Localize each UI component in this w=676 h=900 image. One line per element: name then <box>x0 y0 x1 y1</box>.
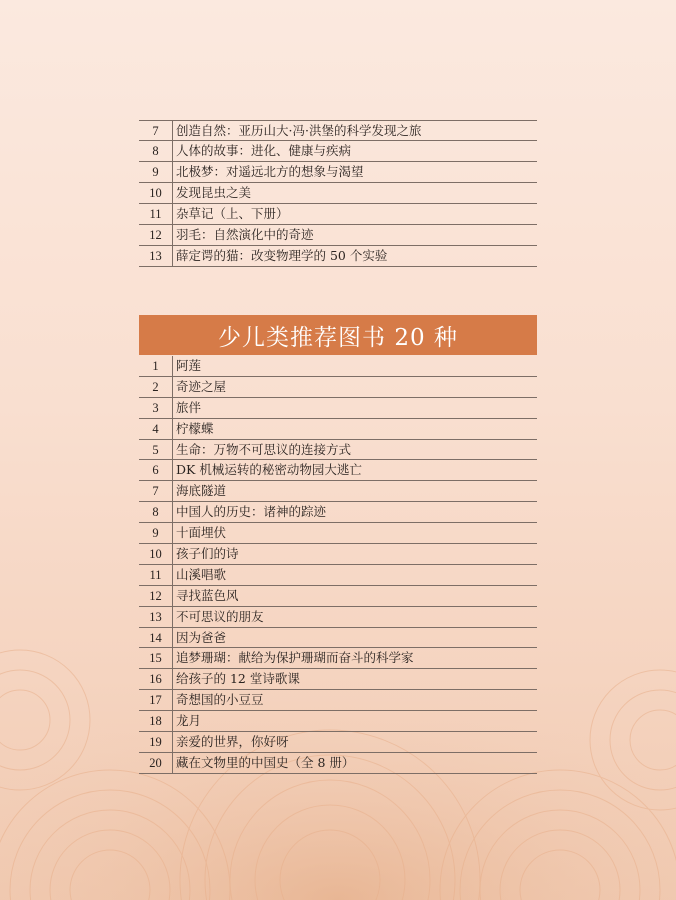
table-row <box>139 523 537 544</box>
row-number: 4 <box>139 419 173 439</box>
row-number: 2 <box>139 377 173 397</box>
table-row <box>139 502 537 523</box>
row-number: 14 <box>139 628 173 648</box>
table-row <box>139 648 537 669</box>
row-number: 10 <box>139 183 173 203</box>
book-title: 生命：万物不可思议的连接方式 <box>176 441 352 457</box>
table-row <box>139 162 537 183</box>
row-number: 6 <box>139 460 173 480</box>
table-row <box>139 565 537 586</box>
table-row <box>139 607 537 628</box>
row-number: 9 <box>139 162 173 182</box>
table-row <box>139 690 537 711</box>
book-title: 薛定谔的猫：改变物理学的 50 个实验 <box>176 248 388 263</box>
book-title: 奇迹之屋 <box>176 378 227 394</box>
row-number: 12 <box>139 586 173 606</box>
row-number: 5 <box>139 440 173 460</box>
book-title: DK 机械运转的秘密动物园大逃亡 <box>176 462 362 478</box>
book-title: 北极梦：对遥远北方的想象与渴望 <box>176 164 364 179</box>
table-row <box>139 481 537 502</box>
table-row <box>139 711 537 732</box>
row-number: 13 <box>139 607 173 627</box>
book-title: 奇想国的小豆豆 <box>176 692 264 708</box>
row-number: 15 <box>139 648 173 668</box>
book-title: 孩子们的诗 <box>176 546 239 562</box>
book-title: 中国人的历史：诸神的踪迹 <box>176 504 327 520</box>
row-number: 9 <box>139 523 173 543</box>
book-title: 人体的故事：进化、健康与疾病 <box>176 143 352 158</box>
row-number: 17 <box>139 690 173 710</box>
row-number: 1 <box>139 356 173 376</box>
row-number: 18 <box>139 711 173 731</box>
table-row <box>139 440 537 461</box>
book-title: 发现昆虫之美 <box>176 185 252 200</box>
book-title: 给孩子的 12 堂诗歌课 <box>176 671 300 687</box>
book-title: 旅伴 <box>176 399 202 415</box>
book-title: 山溪唱歌 <box>176 566 227 582</box>
table-row <box>139 544 537 565</box>
table-row <box>139 225 537 246</box>
book-title: 柠檬蝶 <box>176 420 214 436</box>
table-row <box>139 669 537 690</box>
table-row <box>139 141 537 162</box>
row-number: 7 <box>139 481 173 501</box>
row-number: 8 <box>139 502 173 522</box>
book-title: 寻找蓝色风 <box>176 587 239 603</box>
book-title: 阿莲 <box>176 358 202 373</box>
table-row <box>139 732 537 753</box>
book-list-table-continued <box>139 120 537 267</box>
row-number: 8 <box>139 141 173 161</box>
book-title: 创造自然：亚历山大·冯·洪堡的科学发现之旅 <box>176 123 422 138</box>
table-row <box>139 120 537 141</box>
row-number: 12 <box>139 225 173 245</box>
book-title: 杂草记（上、下册） <box>176 206 289 221</box>
book-title: 海底隧道 <box>176 483 227 499</box>
row-number: 10 <box>139 544 173 564</box>
table-row <box>139 753 537 774</box>
book-title: 不可思议的朋友 <box>176 608 264 624</box>
table-row <box>139 377 537 398</box>
table-row <box>139 183 537 204</box>
book-title: 追梦珊瑚：献给为保护珊瑚而奋斗的科学家 <box>176 650 414 666</box>
table-row <box>139 628 537 649</box>
row-number: 11 <box>139 204 173 224</box>
table-row <box>139 356 537 377</box>
row-number: 11 <box>139 565 173 585</box>
table-row <box>139 246 537 267</box>
book-title: 因为爸爸 <box>176 629 227 645</box>
table-row <box>139 419 537 440</box>
table-row <box>139 204 537 225</box>
book-title: 十面埋伏 <box>176 525 227 541</box>
row-number: 3 <box>139 398 173 418</box>
row-number: 20 <box>139 753 173 773</box>
row-number: 16 <box>139 669 173 689</box>
row-number: 7 <box>139 121 173 140</box>
table-row <box>139 460 537 481</box>
book-title: 羽毛：自然演化中的奇迹 <box>176 227 314 242</box>
book-title: 亲爱的世界，你好呀 <box>176 734 289 750</box>
section-heading-childrens-books: 少儿类推荐图书 20 种 <box>139 315 537 355</box>
table-row <box>139 586 537 607</box>
row-number: 19 <box>139 732 173 752</box>
book-title: 藏在文物里的中国史（全 8 册） <box>176 754 355 770</box>
book-title: 龙月 <box>176 713 202 729</box>
childrens-book-list-table <box>139 356 537 774</box>
row-number: 13 <box>139 246 173 266</box>
table-row <box>139 398 537 419</box>
